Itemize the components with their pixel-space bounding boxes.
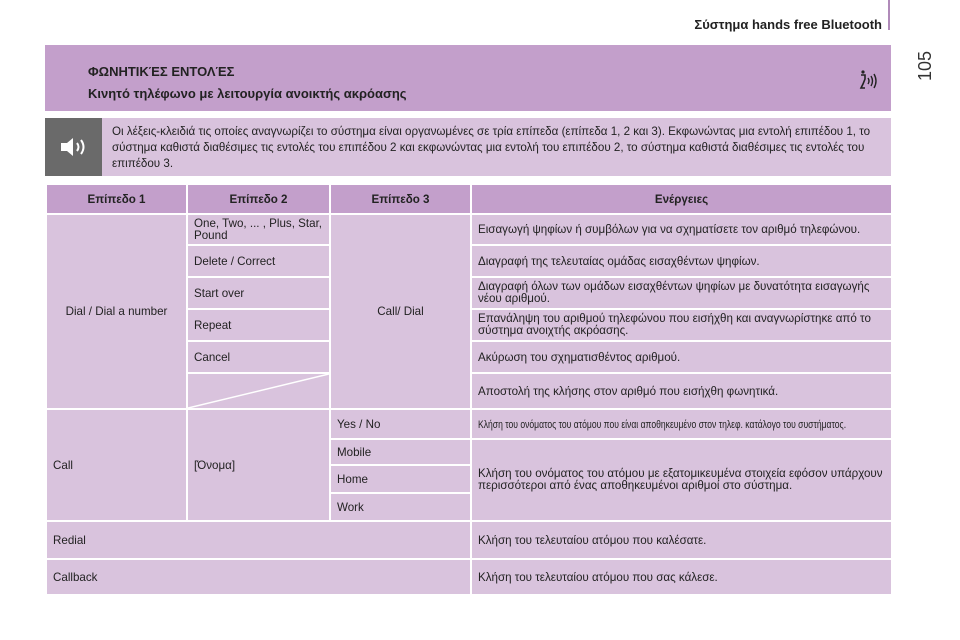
table-header-row (46, 184, 892, 214)
action-cell: Επανάληψη του αριθμού τηλεφώνου που εισήχθη και αναγνωρίστηκε από το σύστημα ανοιχτής ακρόασης. (471, 309, 892, 341)
level2-cell: Start over (187, 277, 330, 309)
action-cell: Αποστολή της κλήσης στον αριθμό που εισήχθη φωνητικά. (471, 373, 892, 409)
section-title: ΦΩΝΗΤΙΚΈΣ ΕΝΤΟΛΈΣ (88, 64, 235, 79)
running-head: Σύστημα hands free Bluetooth (694, 17, 882, 32)
yes-no-action: Κλήση του ονόματος του ατόμου που είναι αποθηκευμένο στον τηλεφ. κατάλογο του συστήματος. (478, 418, 847, 431)
action-cell: Κλήση του ονόματος του ατόμου με εξατομικευμένα στοιχεία εφόσον υπάρχουν περισσότεροι από ένας αποθηκευμένοι αριθμοί στο σύστημα. (471, 439, 892, 521)
action-cell: Διαγραφή όλων των ομάδων εισαχθέντων ψηφίων με δυνατότητα εισαγωγής νέου αριθμού. (471, 277, 892, 309)
action-cell (471, 409, 892, 439)
level2-cell: Repeat (187, 309, 330, 341)
command-callback: Callback (46, 559, 471, 595)
level3-home: Home (330, 465, 471, 493)
voice-commands-table (45, 183, 893, 596)
info-text: Οι λέξεις-κλειδιά τις οποίες αναγνωρίζει το σύστημα είναι οργανωμένες σε τρία επίπεδα (επίπεδα 1, 2 και 3). Εκφωνώντας μια εντολή επιπέδου 1, το σύστημα καθιστά διαθέσιμες τις εντολές του επιπέδου 2 και εκφωνώντας μια εντολή του επιπέδου 2, το σύστημα καθιστά διαθέσιμες τις εντολές του επιπέδου 3. (112, 125, 871, 170)
table-row (46, 559, 892, 595)
action-cell: Κλήση του τελευταίου ατόμου που καλέσατε. (471, 521, 892, 559)
level2-name: [Όνομα] (187, 409, 330, 521)
header-rule (888, 0, 890, 30)
diagonal-strike (188, 374, 329, 408)
column-header-actions: Ενέργειες (471, 184, 892, 214)
command-redial: Redial (46, 521, 471, 559)
table-row (46, 214, 892, 245)
column-header-level-3: Επίπεδο 3 (330, 184, 471, 214)
level2-cell: One, Two, ... , Plus, Star, Pound (187, 214, 330, 245)
action-cell: Εισαγωγή ψηφίων ή συμβόλων για να σχηματίσετε τον αριθμό τηλεφώνου. (471, 214, 892, 245)
action-cell: Ακύρωση του σχηματισθέντος αριθμού. (471, 341, 892, 373)
voice-command-icon (856, 68, 880, 92)
action-cell: Διαγραφή της τελευταίας ομάδας εισαχθέντων ψηφίων. (471, 245, 892, 277)
level2-cell: Cancel (187, 341, 330, 373)
level1-dial: Dial / Dial a number (46, 214, 187, 409)
level3-work: Work (330, 493, 471, 521)
column-header-level-1: Επίπεδο 1 (46, 184, 187, 214)
level3-mobile: Mobile (330, 439, 471, 465)
column-header-level-2: Επίπεδο 2 (187, 184, 330, 214)
level2-empty-cell (187, 373, 330, 409)
level3-yes-no: Yes / No (330, 409, 471, 439)
level3-call-dial: Call/ Dial (330, 214, 471, 409)
level2-cell: Delete / Correct (187, 245, 330, 277)
table-row (46, 409, 892, 439)
section-subtitle: Κινητό τηλέφωνο με λειτουργία ανοικτής ακρόασης (88, 86, 407, 101)
page-number: 105 (914, 50, 935, 82)
action-cell: Κλήση του τελευταίου ατόμου που σας κάλεσε. (471, 559, 892, 595)
level1-call: Call (46, 409, 187, 521)
speaker-icon (45, 118, 102, 176)
table-row (46, 521, 892, 559)
